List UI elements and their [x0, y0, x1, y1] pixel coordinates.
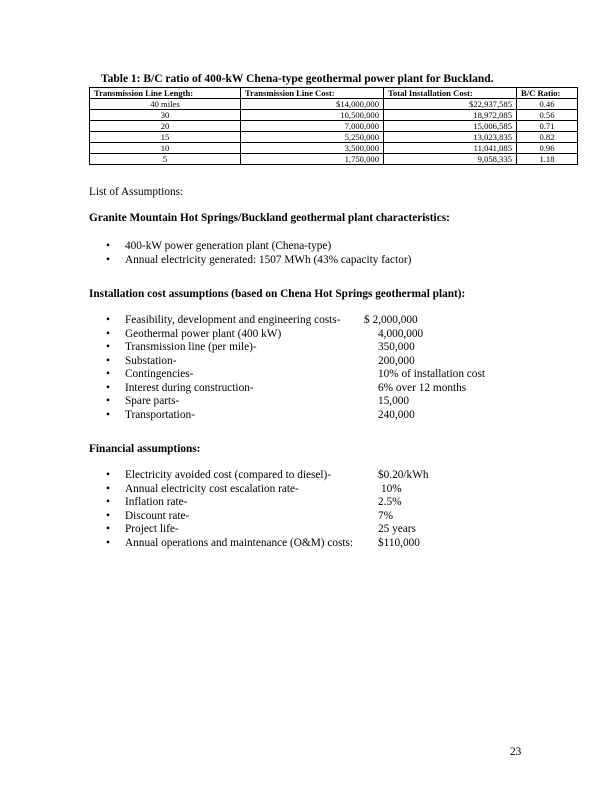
- bullet-icon: •: [106, 395, 110, 407]
- header-bc-ratio: B/C Ratio:: [517, 88, 578, 99]
- financial-value: 25 years: [378, 523, 416, 535]
- cell-length: 30: [90, 110, 241, 121]
- bullet-icon: •: [106, 341, 110, 353]
- bullet-icon: •: [106, 469, 110, 481]
- financial-label: Annual operations and maintenance (O&M) costs:: [125, 536, 354, 549]
- bullet-icon: •: [106, 327, 110, 340]
- table-title: Table 1: B/C ratio of 400-kW Chena-type geothermal power plant for Buckland.: [101, 73, 494, 85]
- cost-value: 10% of installation cost: [378, 368, 485, 380]
- financial-label: Discount rate-: [125, 509, 190, 522]
- table-row: [90, 121, 578, 132]
- assumptions-heading: List of Assumptions:: [89, 186, 184, 198]
- cost-label: Substation-: [125, 354, 177, 367]
- financial-label: Electricity avoided cost (compared to diesel)-: [125, 469, 332, 481]
- table-row: [90, 154, 578, 165]
- bullet-icon: •: [106, 482, 110, 495]
- cost-value: 6% over 12 months: [378, 381, 467, 394]
- bullet-icon: •: [106, 509, 110, 522]
- table-row: [90, 143, 578, 154]
- cell-total-cost: $22,937,585: [384, 99, 517, 110]
- cell-bc-ratio: 0.71: [517, 121, 578, 132]
- bullet-icon: •: [106, 240, 110, 252]
- list-item-text: Annual electricity generated: 1507 MWh (43% capacity factor): [125, 253, 412, 266]
- bullet-icon: •: [106, 381, 110, 394]
- list-item-text: 400-kW power generation plant (Chena-type): [125, 240, 332, 252]
- bullet-icon: •: [106, 536, 110, 549]
- financial-value: 2.5%: [378, 496, 402, 508]
- bullet-icon: •: [106, 253, 110, 266]
- cell-length: 15: [90, 132, 241, 143]
- cell-total-cost: 11,041,085: [384, 143, 517, 154]
- cell-bc-ratio: 1.18: [517, 154, 578, 165]
- financial-value: $110,000: [378, 536, 420, 549]
- cost-value: 4,000,000: [378, 327, 424, 340]
- cell-length: 20: [90, 121, 241, 132]
- cell-total-cost: 15,006,585: [384, 121, 517, 132]
- financial-value: 7%: [378, 509, 394, 522]
- cell-line-cost: 5,250,000: [241, 132, 384, 143]
- cost-value: 350,000: [378, 341, 415, 353]
- cell-bc-ratio: 0.82: [517, 132, 578, 143]
- cost-label: Contingencies-: [125, 368, 194, 380]
- header-total-installation-cost: Total Installation Cost:: [384, 88, 517, 99]
- cell-line-cost: 10,500,000: [241, 110, 384, 121]
- cost-value: $ 2,000,000: [364, 314, 418, 326]
- header-transmission-length: Transmission Line Length:: [90, 88, 241, 99]
- cost-label: Feasibility, development and engineering costs-: [125, 314, 341, 326]
- cell-line-cost: 1,750,000: [241, 154, 384, 165]
- cell-bc-ratio: 0.56: [517, 110, 578, 121]
- cost-label: Interest during construction-: [125, 381, 254, 394]
- financial-label: Inflation rate-: [125, 496, 188, 508]
- cost-value: 240,000: [378, 408, 415, 421]
- page-number: 23: [510, 746, 522, 758]
- cost-value: 200,000: [378, 354, 415, 367]
- cell-line-cost: $14,000,000: [241, 99, 384, 110]
- cost-label: Geothermal power plant (400 kW): [125, 327, 282, 340]
- section-heading-plant-characteristics: Granite Mountain Hot Springs/Buckland geothermal plant characteristics:: [89, 212, 450, 224]
- bc-ratio-table: [89, 87, 578, 165]
- bullet-icon: •: [106, 408, 110, 421]
- cost-value: 15,000: [378, 395, 410, 407]
- financial-label: Project life-: [125, 523, 179, 535]
- bullet-icon: •: [106, 523, 110, 535]
- section-heading-installation-costs: Installation cost assumptions (based on Chena Hot Springs geothermal plant):: [89, 288, 466, 300]
- bullet-icon: •: [106, 354, 110, 367]
- financial-value: $0.20/kWh: [378, 469, 429, 481]
- cell-total-cost: 13,023,835: [384, 132, 517, 143]
- cell-length: 5: [90, 154, 241, 165]
- cost-label: Transmission line (per mile)-: [125, 341, 257, 353]
- table-row: [90, 110, 578, 121]
- financial-label: Annual electricity cost escalation rate-: [125, 482, 299, 495]
- cell-length: 10: [90, 143, 241, 154]
- table-header-row: [90, 88, 578, 99]
- cell-line-cost: 7,000,000: [241, 121, 384, 132]
- section-heading-financial: Financial assumptions:: [89, 443, 201, 455]
- table-row: [90, 132, 578, 143]
- financial-value: 10%: [381, 482, 402, 495]
- cell-total-cost: 9,058,335: [384, 154, 517, 165]
- header-transmission-cost: Transmission Line Cost:: [241, 88, 384, 99]
- cost-label: Transportation-: [125, 408, 195, 421]
- cost-label: Spare parts-: [125, 395, 180, 407]
- bullet-icon: •: [106, 496, 110, 508]
- table-row: [90, 99, 578, 110]
- cell-line-cost: 3,500,000: [241, 143, 384, 154]
- cell-bc-ratio: 0.46: [517, 99, 578, 110]
- cell-bc-ratio: 0.96: [517, 143, 578, 154]
- cell-length: 40 miles: [90, 99, 241, 110]
- cell-total-cost: 18,972,085: [384, 110, 517, 121]
- bullet-icon: •: [106, 314, 110, 326]
- bullet-icon: •: [106, 368, 110, 380]
